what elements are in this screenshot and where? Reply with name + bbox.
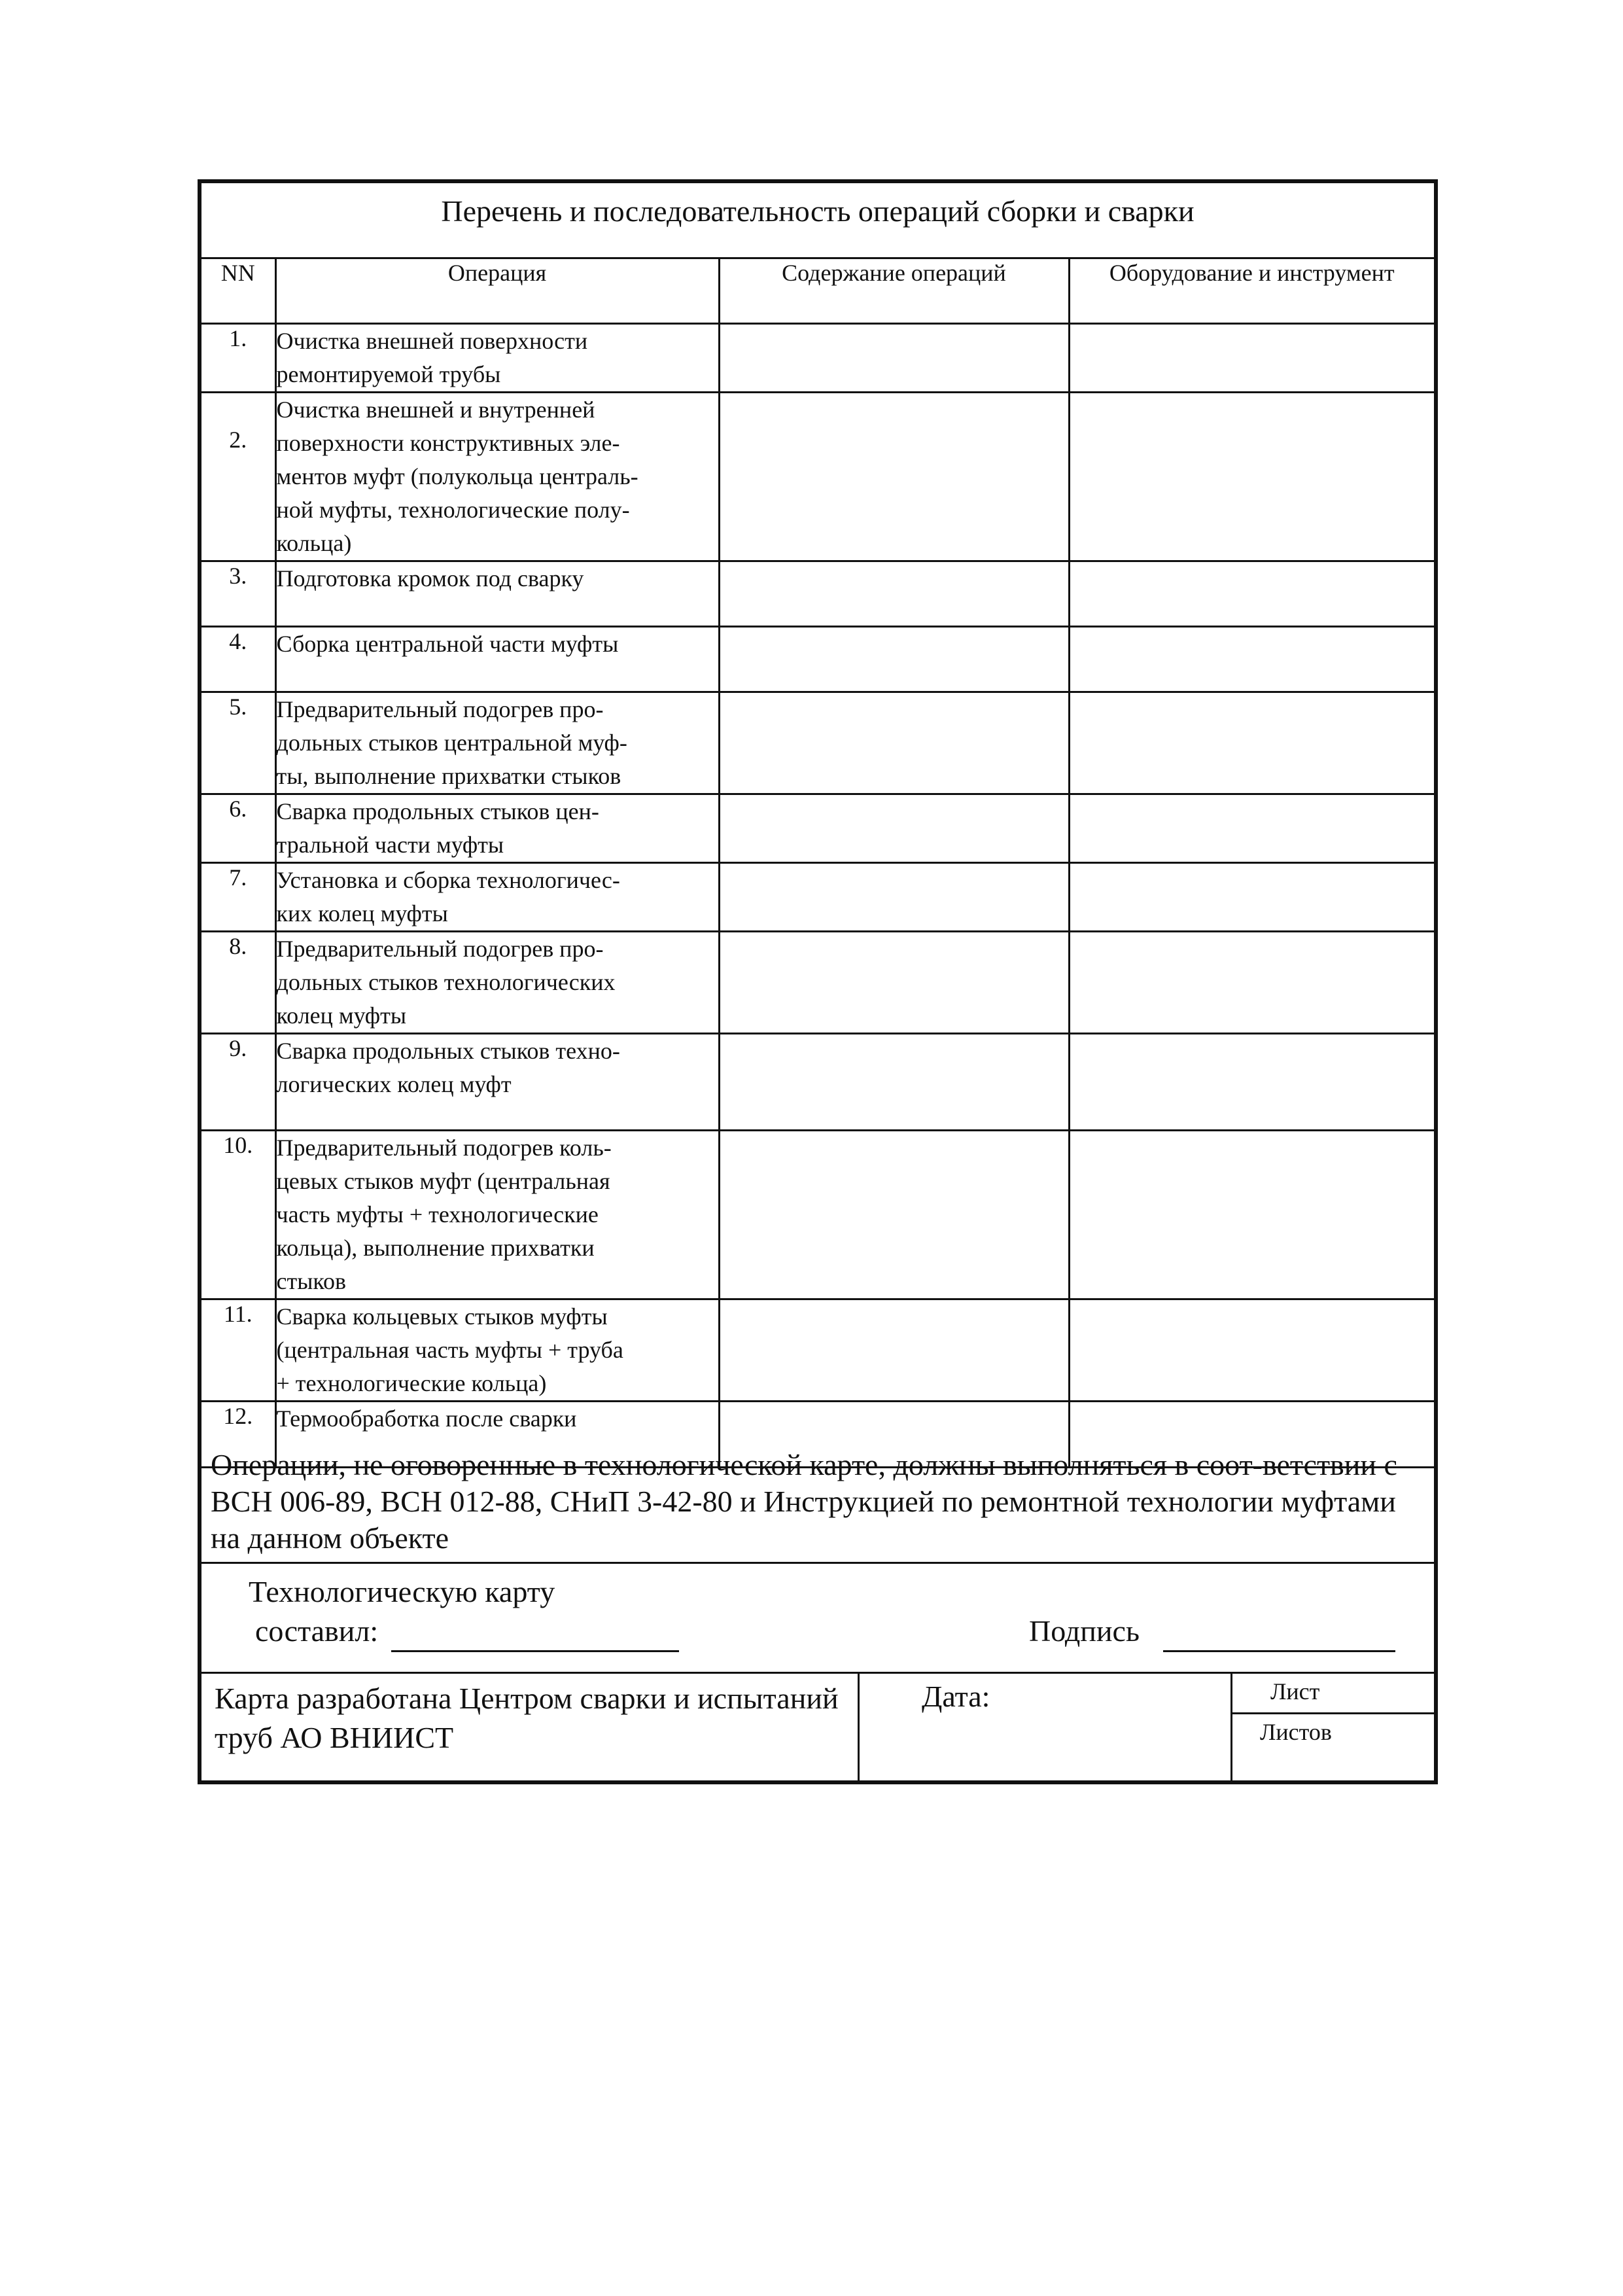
row-content-cell bbox=[719, 794, 1069, 862]
table-row bbox=[201, 862, 1434, 931]
row-equipment-cell bbox=[1069, 1033, 1434, 1130]
row-operation: Очистка внешней и внутренней поверхности конструктивных эле- ментов муфт (полукольца централь- ной муфты, технологические полу- кольца) bbox=[275, 392, 719, 561]
row-content-cell bbox=[719, 1033, 1069, 1130]
date-label: Дата: bbox=[860, 1674, 1232, 1780]
instructions-note: Операции, не оговоренные в технологической карте, должны выполняться в соот-ветствии с ВСН 006-89, ВСН 012-88, СНиП 3-42-80 и Инструкцией по ремонтной технологии муфтами на данном объекте bbox=[201, 1443, 1434, 1564]
table-row bbox=[201, 561, 1434, 626]
row-operation: Сборка центральной части муфты bbox=[275, 626, 719, 692]
row-content-cell bbox=[719, 1130, 1069, 1299]
table-row bbox=[201, 626, 1434, 692]
row-equipment-cell bbox=[1069, 323, 1434, 392]
row-number: 7. bbox=[201, 862, 275, 931]
developer-text: Карта разработана Центром сварки и испытаний труб АО ВНИИСТ bbox=[201, 1674, 860, 1780]
table-header-row bbox=[201, 259, 1434, 323]
header-operation: Операция bbox=[275, 259, 719, 323]
row-content-cell bbox=[719, 323, 1069, 392]
row-operation: Сварка кольцевых стыков муфты (центральная часть муфты + труба + технологические кольца) bbox=[275, 1299, 719, 1401]
row-number: 3. bbox=[201, 561, 275, 626]
row-number: 11. bbox=[201, 1299, 275, 1401]
row-number: 6. bbox=[201, 794, 275, 862]
row-equipment-cell bbox=[1069, 561, 1434, 626]
row-operation: Термообработка после сварки bbox=[275, 1401, 719, 1467]
row-content-cell bbox=[719, 392, 1069, 561]
row-operation: Предварительный подогрев про- дольных стыков центральной муф- ты, выполнение прихватки стыков bbox=[275, 692, 719, 794]
table-row bbox=[201, 1033, 1434, 1130]
sheets-count-label: Листов bbox=[1260, 1719, 1332, 1745]
row-operation: Очистка внешней поверхности ремонтируемой трубы bbox=[275, 323, 719, 392]
row-operation: Предварительный подогрев коль- цевых стыков муфт (центральная часть муфты + технологические кольца), выполнение прихватки стыков bbox=[275, 1130, 719, 1299]
header-equipment: Оборудование и инструмент bbox=[1069, 259, 1434, 323]
row-content-cell bbox=[719, 692, 1069, 794]
header-nn: NN bbox=[201, 259, 275, 323]
operations-card bbox=[198, 179, 1438, 1784]
compiled-label-line1: Технологическую карту bbox=[249, 1575, 555, 1608]
row-equipment-cell bbox=[1069, 931, 1434, 1033]
footer bbox=[201, 1674, 1434, 1780]
header-content: Содержание операций bbox=[719, 259, 1069, 323]
compiled-by-blank-line[interactable] bbox=[391, 1650, 679, 1652]
table-row bbox=[201, 794, 1434, 862]
signature-blank-line[interactable] bbox=[1163, 1650, 1395, 1652]
row-number: 9. bbox=[201, 1033, 275, 1130]
row-equipment-cell bbox=[1069, 1299, 1434, 1401]
row-number: 2. bbox=[201, 392, 275, 561]
signature-label: Подпись bbox=[1029, 1614, 1140, 1648]
row-number: 12. bbox=[201, 1401, 275, 1467]
table-row bbox=[201, 323, 1434, 392]
row-equipment-cell bbox=[1069, 794, 1434, 862]
row-operation: Подготовка кромок под сварку bbox=[275, 561, 719, 626]
table-row bbox=[201, 1299, 1434, 1401]
row-equipment-cell bbox=[1069, 862, 1434, 931]
table-row bbox=[201, 1130, 1434, 1299]
row-operation: Установка и сборка технологичес- ких колец муфты bbox=[275, 862, 719, 931]
row-operation: Сварка продольных стыков техно- логических колец муфт bbox=[275, 1033, 719, 1130]
row-number: 1. bbox=[201, 323, 275, 392]
row-operation: Сварка продольных стыков цен- тральной части муфты bbox=[275, 794, 719, 862]
compiled-label-line2: составил: bbox=[255, 1614, 379, 1648]
row-equipment-cell bbox=[1069, 1130, 1434, 1299]
row-number: 5. bbox=[201, 692, 275, 794]
compiled-by-section bbox=[201, 1564, 1434, 1674]
row-content-cell bbox=[719, 1299, 1069, 1401]
row-content-cell bbox=[719, 862, 1069, 931]
card-title: Перечень и последовательность операций сборки и сварки bbox=[201, 183, 1434, 259]
operations-table bbox=[201, 259, 1434, 1468]
row-equipment-cell bbox=[1069, 392, 1434, 561]
row-content-cell bbox=[719, 561, 1069, 626]
row-content-cell bbox=[719, 626, 1069, 692]
table-row bbox=[201, 392, 1434, 561]
row-equipment-cell bbox=[1069, 626, 1434, 692]
row-operation: Предварительный подогрев про- дольных стыков технологических колец муфты bbox=[275, 931, 719, 1033]
sheet-label: Лист bbox=[1232, 1674, 1434, 1714]
table-row bbox=[201, 692, 1434, 794]
row-equipment-cell bbox=[1069, 692, 1434, 794]
row-number: 10. bbox=[201, 1130, 275, 1299]
table-row bbox=[201, 931, 1434, 1033]
row-number: 4. bbox=[201, 626, 275, 692]
row-content-cell bbox=[719, 931, 1069, 1033]
row-number: 8. bbox=[201, 931, 275, 1033]
